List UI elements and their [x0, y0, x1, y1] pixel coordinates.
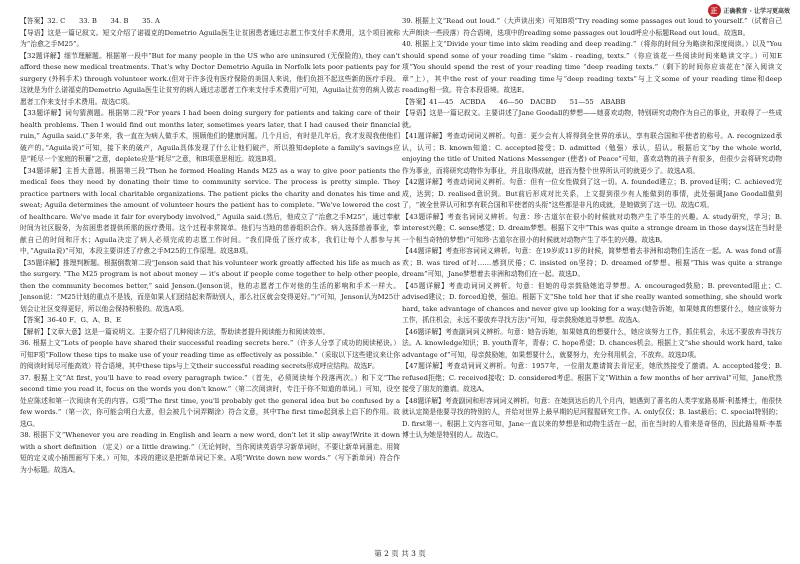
paragraph: 【47题详解】考查动词词义辨析。句意：1957年，一位朋友邀请简去肯尼亚，她欣然接受了邀请。A. accepted接受；B. refused拒绝；C. received接收；D. considered考虑。根据下文“Within a few months of her arrival”可知，Jane欣然接受了朋友的邀请。故选A。: [402, 362, 782, 393]
paragraph: 【46题详解】考查副词词义辨析。句意：她告诉她，如果她真的想要什么，她应该努力工作，抓住机会，永远不要放弃寻找方法。A. knowledge知识；B. youth青年，青春；C. hope希望；D. chances机会。根据上文“she should work hard, take advantage of”可知，母亲鼓励她，如果想要什么，就要努力，充分利用机会，不放弃。故选D项。: [402, 327, 782, 359]
paragraph: 38. 根据下文“Whenever you are reading in English and learn a new word, don't let it slip away!Write it down with a short definition （定义）or a little drawing.”（无论何时，当你阅读英语学习新单词时，不要让新单词溜走。用简短的定义或小插图画写下来。）可知，本段的建议是把新单词记下来。A项“Write down new words.”（写下新单词）符合作为小标题。故选A。: [20, 431, 400, 474]
paragraph: 【43题详解】考查名词词义辨析。句意：珍·古道尔在很小的时候就对动物产生了毕生的兴趣。A. study研究，学习；B. interest兴趣；C. sense感觉；D. dream梦想。根据下文中“This was quite a strange dream in those days(这在当时是一个相当奇特的梦想)”可知珍·古道尔在很小的时候就对动物产生了毕生的兴趣。故选B。: [402, 212, 782, 244]
paragraph: 40. 根据上文“Divide your time into skim reading and deep reading.”（将你的时间分为略读和深度阅读。）以及“You should spend some of your reading time “skim - reading, texts.”（你应该花一些阅读时间来略读文字。）可知E项“You should spend the rest of your reading time “deep reading texts.”（剩下的时间你应该花在“深入阅读文章”上），其中the rest of your reading time与“deep reading texts”与上文some of your reading time和deep reading相一致。符合本段语境。故选E。: [402, 40, 782, 94]
paragraph: 【答案】32. C 33. B 34. B 35. A: [20, 17, 160, 25]
paragraph: 【48题详解】考查副词和形容词词义辨析。句意：在她到达后的几个月内，她遇到了著名的人类学家路易斯·利基博士，他很快就认定简是他要寻找的特别的人，并给对世界上最早期的尼河猩猩研究工作。A. only仅仅；B. last最后；C. special特别的；D. first第一。根据上文内容可知，Jane一直以来的梦想是和动物生活在一起，而在当时的人看来是奇怪的，因此路易斯·李基博士认为她是特别的人。故选C。: [402, 396, 782, 439]
paragraph: 37. 根据上文“At first, you'll have to read every paragraph twice.”（首先，必须阅读每个段落两次。）和下文“The second time you read it, focus on the words you don't know.”（第二次阅读时，专注于你不知道的单词。）可知，设空处应陈述和第一次阅读有关的内容。G项“The first time, you'll probably get the general idea but be confused by a few words.”（第一次，你可能会明白大意，但会被几个词弄糊涂）符合文意，其中The first time起到承上启下的作用。故选G。: [20, 373, 400, 428]
paragraph: 【35题详解】推理判断题。根据倒数第二段“Jenson said that his volunteer work greatly affected his life as much as the surgery. “The M25 program is not about money — it's about if people come together to help other people, then the community becomes better,” said Jenson.(Jenson说，他的志愿者工作对他的生活的影响和手术一样大。Jenson说：“M25计划的重点不是钱，而是如果人们团结起来帮助别人，那么社区就会变得更好。”)”可知，Jenson认为M25计划会让社区变得更好，所以他会保持积极的。故选A项。: [20, 258, 400, 313]
paragraph: 36. 根据上文“Lots of people have shared their successful reading secrets here.”（许多人分享了成功的阅读秘诀。）可知F项“Follow these tips to make use of your reading time as effectively as possible.”（采取以下这些建议来让你的阅读时间尽可能高效）符合语境，其中these tips与上文their successful reading secrets形成呼应结构。故选F。: [20, 339, 400, 370]
paragraph: 【45题详解】考查动词词义辨析。句意：但她的母亲鼓励她追寻梦想。A. encouraged鼓励；B. prevented阻止；C. advised建议；D. forced迫使，强迫。根据下文“She told her that if she really wanted something, she should work hard, take advantage of chances and never give up looking for a way.(她告诉她，如果她真的想要什么，她应该努力工作，抓住机会，永远不要放弃寻找方法)”可知，母亲鼓励她追寻梦想。故选A。: [402, 281, 782, 324]
right-column: [402, 16, 782, 439]
page-footer: 第 2 页 共 3 页: [374, 549, 426, 558]
paragraph: 【解析】【文章大意】这是一篇说明文。主要介绍了几种阅读方法，帮助读者提升阅读能力和阅读效率。: [20, 327, 330, 336]
paragraph: 【44题详解】考查形容词词义辨析。句意：在19岁或11岁的时候，简梦想着去非洲和动物们生活在一起。A. was fond of喜欢；B. was tired of对……感到厌倦；C. insisted on坚持；D. dreamed of梦想。根据“This was quite a strange dream”可知，Jane梦想着去非洲和动物们在一起。故选D。: [402, 247, 782, 278]
paragraph: 【32题详解】细节理解题。根据第一段中“But for many people in the US who are uninsured (无保险的), they can't afford these new medical treatments. That's why Doctor Demetrio Aguila in Norfolk lets poor patients pay for surgery (外科手术) through volunteer work.(但对于许多没有医疗保险的美国人来说，他们负担不起这些新的医疗手段。这就是为什么诺福克的Demetrio Aguila医生让贫穷的病人通过志愿者工作来支付手术费用)”可知，Aguila让贫穷的病人做志愿者工作来支付手术费用。故选C项。: [20, 51, 400, 106]
paragraph: 【导语】这是一篇记叙文。短文介绍了诺福克的Demetrio Aguila医生让贫困患者通过志愿工作支付手术费用，这个项目被称为“治愈之手M25”。: [20, 28, 400, 48]
logo-mark-icon: 正: [708, 4, 721, 17]
paragraph: 【34题详解】主旨大意题。根据第三段“Then he formed Healing Hands M25 as a way to give poor patients the medical fees they need by donating their time to community service. The process is pretty simple. They practice partners with local charitable organizations. The patient picks the charity and donates his time and sweat; Aguila determines the amount of volunteer hours the patient has to complete. “We've lowered the cost of healthcare. We've made it fair for everybody involved,” Aguila said.(然后，他成立了“治愈之手M25”，通过奉献时间为社区服务，为贫困患者提供所需的医疗费用。这个过程非常简单。他们与当地的慈善组织合作。病人选择慈善事业，奉献自己的时间和汗水；Aguila决定了病人必须完成的志愿工作时间。“我们降低了医疗成本，我们让每个人都参与其中，”Aguila说)”可知，本段主要讲述了疗愈之手M25的工作原理。故选B项。: [20, 166, 400, 255]
paragraph: 【答案】41—45 ACBDA 46—50 DACBD 51—55 ABABB: [402, 97, 626, 106]
paragraph: 39. 根据上文“Read out loud.”（大声读出来）可知B项“Try reading some passages out loud to yourself.”（试着自己大声朗读一些段落）符合语境，选项中的reading some passages out loud呼应小标题Read out loud。故选B。: [402, 17, 782, 37]
paragraph: 【41题详解】考查动词词义辨析。句意：更少会有人将得到全世界的承认，享有联合国和平使者的称号。A. recognized承认，认可；B. known知道；C. accepted接受；D. admitted（勉强）承认，招认。根据后文“by the whole world, enjoying the title of United Nations Messenger (使者) of Peace”可知，喜欢动物的孩子有很多，但很少会将研究动物作为事业，而将研究动物作为事业，并且取得成就，进而为整个世界所认可的就更少了。故选A项。: [402, 132, 782, 175]
paragraph: 【33题详解】词句猜测题。根据第二段“For years I had been doing surgery for patients and taking care of their health problems. Then I would find out months later, sometimes years later, that I had caused their financial ruin,” Aguila said.(“多年来，我一直在为病人做手术，照顾他们的健康问题。几个月后，有时是几年后，我才发现我使他们破产的。”Aguila说)”可知，接下来的破产，Aguila具体发现了什么让他们破产，所以推知deplete a family's savings应是“耗尽一个家庭的积蓄”之意，deplete应是“耗尽”之意，和B项意思相近。故选B项。: [20, 109, 400, 163]
left-column: [20, 16, 400, 530]
paragraph: 【答案】36-40 F、G、A、B、E: [20, 316, 122, 324]
paragraph: 【42题详解】考查动词词义辨析。句意：但有一位女性做到了这一切。A. founded建立；B. proved证明；C. achieved完成，达到；D. realised意识到。But前后形成对比关系，上文提到很少有人能做到的事情，此处强调Jane Goodall做到了，“被全世界认可和享有联合国和平使者的头衔”这些都是非凡的成就，是她做到了这一切。故选C项。: [402, 178, 782, 209]
logo-text: 正确教育 · 让学习更高效: [723, 8, 790, 15]
paragraph: 【导语】这是一篇记叙文。主要讲述了Jane Goodall的梦想——她喜欢动物，特别研究动物作为自己的事业，并取得了一些成就。: [402, 109, 782, 129]
